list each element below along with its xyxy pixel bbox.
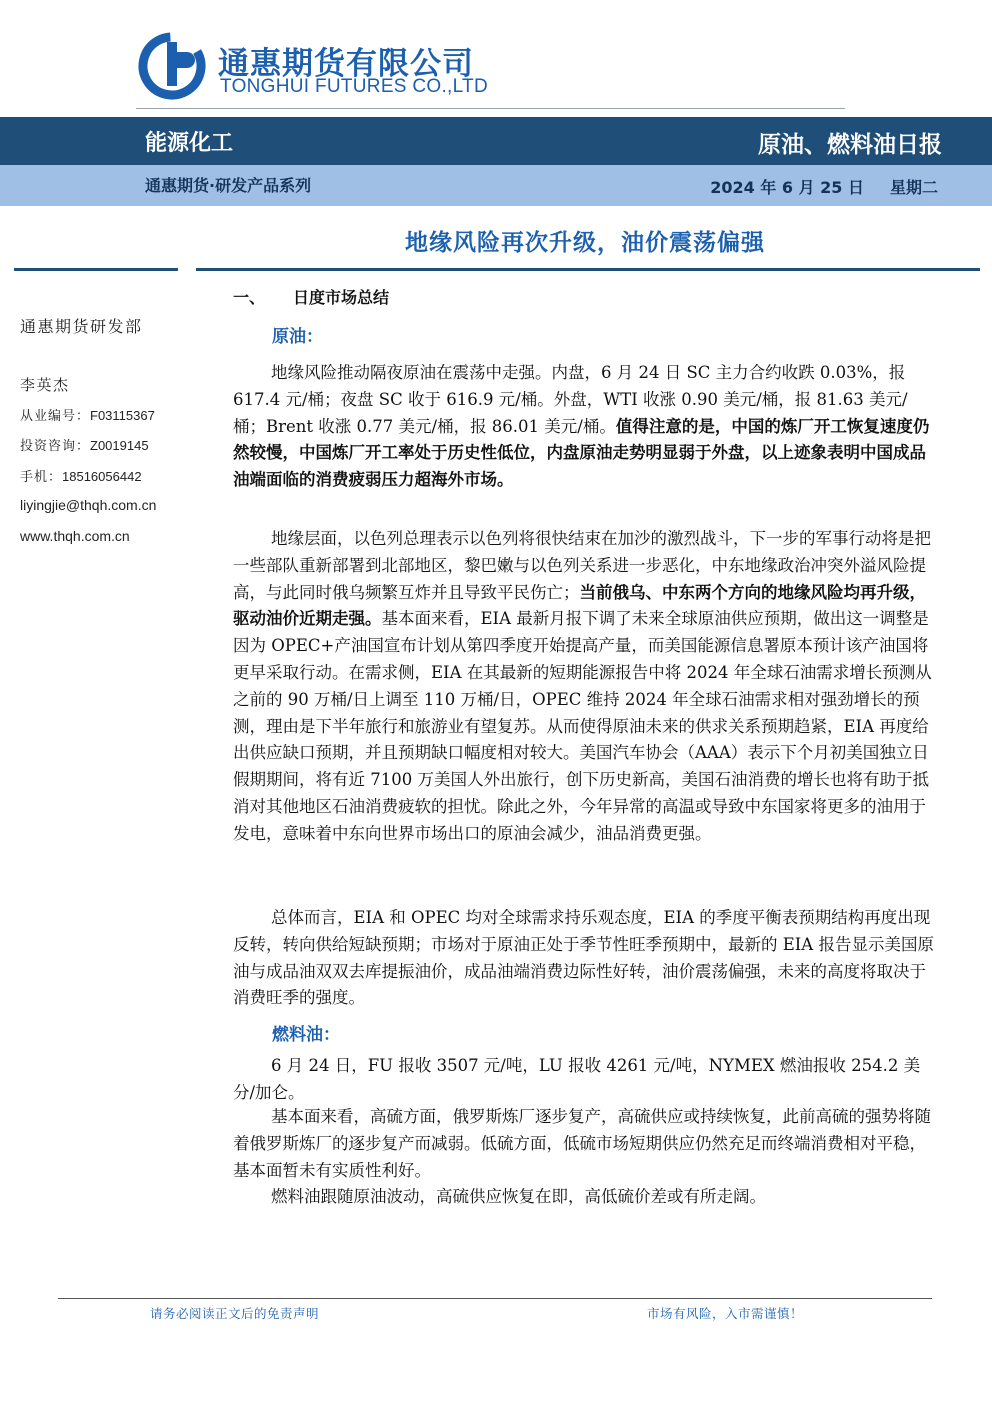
fuel-heading: 燃料油： [272, 1025, 340, 1045]
section-title: 日度市场总结 [293, 288, 390, 307]
sidebar-top-rule [14, 268, 178, 271]
company-logo-icon [136, 30, 212, 102]
report-date [710, 175, 938, 198]
website-link[interactable]: www.thqh.com.cn [20, 528, 130, 544]
report-type-title: 原油、燃料油日报 [758, 132, 942, 158]
content-top-rule [196, 268, 980, 271]
logo-divider [136, 108, 845, 109]
crude-paragraph-2: 地缘层面，以色列总理表示以色列将很快结束在加沙的激烈战斗，下一步的军事行动将是把一些部队重新部署到北部地区，黎巴嫩与以色列关系进一步恶化，中东地缘政治冲突外溢风险提高，与此同时俄乌频繁互炸并且导致平民伤亡；当前俄乌、中东两个方向的地缘风险均再升级，驱动油价近期走强。基本面来看，EIA 最新月报下调了未来全球原油供应预期，做出这一调整是因为 OPEC+产油国宣布计划从第四季度开始提高产量，而美国能源信息署原本预计该产油国将更早采取行动。在需求侧，EIA 在其最新的短期能源报告中将 2024 年全球石油需求增长预测从之前的 90 万桶/日上调至 110 万桶/日，OPEC 维持 2024 年全球石油需求相对强劲增长的预测，理由是下半年旅行和旅游业有望复苏。从而使得原油未来的供求关系预期趋紧，EIA 再度给出供应缺口预期，并且预期缺口幅度相对较大。美国汽车协会（AAA）表示下个月初美国独立日假期期间，将有近 7100 万美国人外出旅行，创下历史新高，美国石油消费的增长也将有助于抵消对其他地区石油消费疲软的担忧。除此之外，今年异常的高温或导致中东国家将更多的油用于发电，意味着中东向世界市场出口的原油会减少，油品消费更强。 [233, 529, 932, 843]
series-label: 通惠期货·研发产品系列 [145, 176, 312, 195]
risk-warning: 市场有风险，入市需谨慎！ [647, 1306, 804, 1321]
section-number: 一、 [233, 288, 266, 307]
email-link[interactable]: liyingjie@thqh.com.cn [20, 497, 157, 513]
disclaimer-note: 请务必阅读正文后的免责声明 [150, 1306, 320, 1321]
fuel-paragraph-2: 基本面来看，高硫方面，俄罗斯炼厂逐步复产，高硫供应或持续恢复，此前高硫的强势将随着俄罗斯炼厂的逐步复产而减弱。低硫方面，低硫市场短期供应仍然充足而终端消费相对平稳，基本面暂未有实质性利好。 [233, 1107, 931, 1180]
footer-divider [58, 1298, 932, 1299]
sector-title: 能源化工 [145, 131, 234, 156]
section-heading [233, 285, 389, 308]
report-headline: 地缘风险再次升级，油价震荡偏强 [405, 230, 765, 256]
fuel-paragraph-1: 6 月 24 日，FU 报收 3507 元/吨，LU 报收 4261 元/吨，NYMEX 燃油报收 254.2 美分/加仑。 [233, 1056, 921, 1102]
crude-paragraph-3: 总体而言，EIA 和 OPEC 均对全球需求持乐观态度，EIA 的季度平衡表预期结构再度出现反转，转向供给短缺预期；市场对于原油正处于季节性旺季预期中，最新的 EIA 报告显示美国原油与成品油双双去库提振油价，成品油端消费边际性好转，油价震荡偏强，未来的高度将取决于消费旺季的强度。 [233, 908, 934, 1008]
company-name-cn: 通惠期货有限公司 [218, 46, 474, 82]
phone-number: 手机：18516056442 [20, 469, 142, 485]
date-text: 2024 年 6 月 25 日 [710, 178, 864, 197]
analyst-name: 李英杰 [20, 376, 70, 394]
crude-heading: 原油： [272, 327, 323, 347]
license-number: 从业编号：F03115367 [20, 408, 155, 424]
fuel-paragraph-3: 燃料油跟随原油波动，高硫供应恢复在即，高低硫价差或有所走阔。 [271, 1187, 766, 1206]
weekday-text: 星期二 [889, 178, 938, 197]
department-name: 通惠期货研发部 [20, 317, 143, 336]
advisory-number: 投资咨询：Z0019145 [20, 438, 149, 454]
company-name-en: TONGHUI FUTURES CO.,LTD [220, 76, 488, 97]
crude-paragraph-1: 地缘风险推动隔夜原油在震荡中走强。内盘，6 月 24 日 SC 主力合约收跌 0.03%，报 617.4 元/桶；夜盘 SC 收于 616.9 元/桶。外盘，WTI 收涨 0.90 美元/桶，报 81.63 美元/桶；Brent 收涨 0.77 美元/桶，报 86.01 美元/桶。值得注意的是，中国的炼厂开工恢复速度仍然较慢，中国炼厂开工率处于历史性低位，内盘原油走势明显弱于外盘，以上迹象表明中国成品油端面临的消费疲弱压力超海外市场。 [233, 363, 930, 490]
